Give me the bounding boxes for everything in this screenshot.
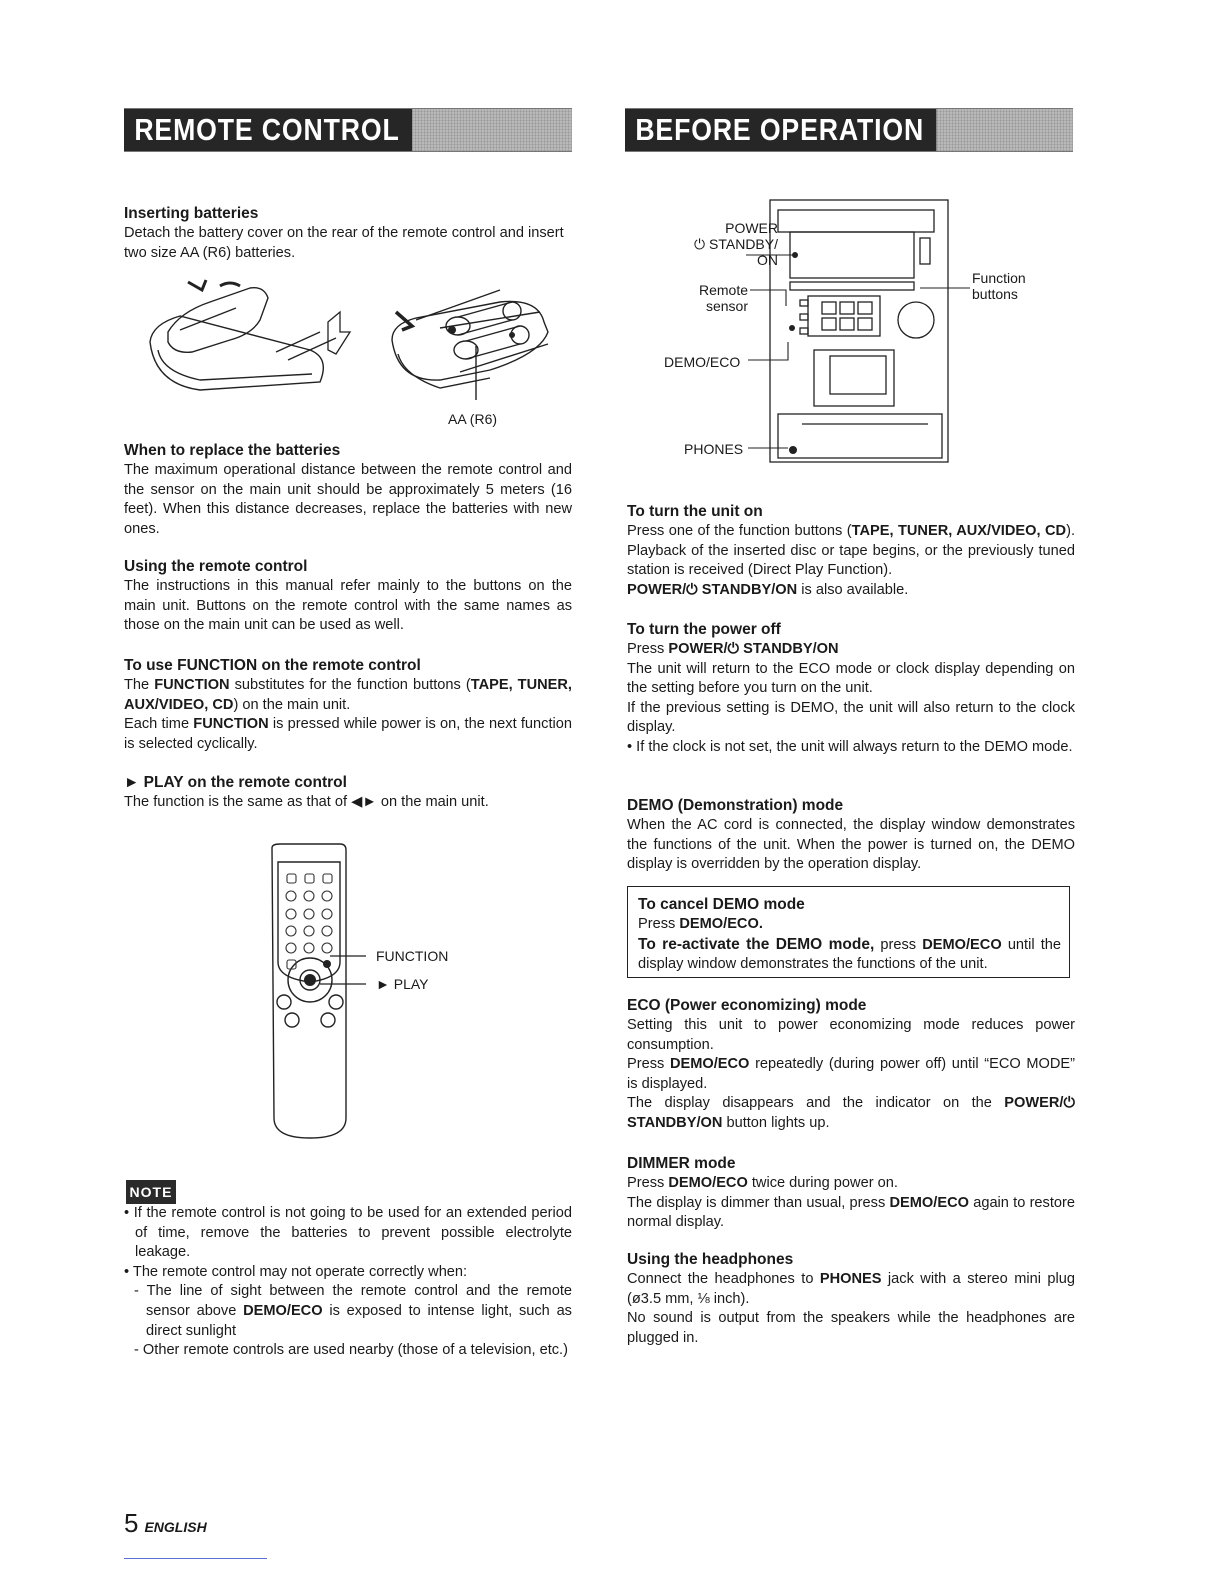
text-reactivate-demo: To re-activate the DEMO mode, press DEMO/ECO until the display window demonstrates the functions of the unit.: [638, 935, 1062, 973]
note-badge: NOTE: [126, 1180, 176, 1204]
text-eco-p2: Press DEMO/ECO repeatedly (during power off) until “ECO MODE” is displayed.: [627, 1056, 1075, 1092]
heading-turn-off: To turn the power off: [627, 621, 781, 638]
heading-inserting-batteries: Inserting batteries: [124, 205, 259, 222]
heading-play-remote: ► PLAY on the remote control: [124, 774, 347, 791]
text-function-p2: Each time FUNCTION is pressed while power is on, the next function is selected cyclically.: [124, 716, 572, 752]
text-inserting-batteries: Detach the battery cover on the rear of the remote control and insert two size AA (R6) batteries.: [124, 225, 564, 261]
label-remote-play: ► PLAY: [376, 976, 429, 992]
note-bullet-1: • If the remote control is not going to be used for an extended period of time, remove the batteries to prevent possible electrolyte leakage.: [124, 1205, 573, 1261]
battery-illustration: [140, 272, 560, 412]
play-icon: ►: [124, 774, 140, 791]
text-play-remote: The function is the same as that of ◀► on the main unit.: [124, 794, 489, 810]
heading-demo-mode: DEMO (Demonstration) mode: [627, 797, 844, 814]
page-footer: [124, 1508, 207, 1542]
page-number: 5: [124, 1508, 139, 1538]
heading-turn-on: To turn the unit on: [627, 503, 763, 520]
text-dimmer-p2: The display is dimmer than usual, press DEMO/ECO again to restore normal display.: [627, 1194, 1075, 1231]
heading-function-remote: To use FUNCTION on the remote control: [124, 657, 421, 674]
section-play-remote: [124, 773, 572, 813]
text-function-p1: The FUNCTION substitutes for the function buttons (TAPE, TUNER, AUX/VIDEO, CD) on the main unit.: [124, 677, 572, 713]
label-power: POWER ⏻ STANDBY/ ON: [694, 220, 778, 268]
section-turn-off: [627, 620, 1075, 758]
text-demo-mode: When the AC cord is connected, the display window demonstrates the functions of the unit. When the power is turned on, the DEMO display is overridden by the operation display.: [627, 817, 1075, 873]
main-unit-illustration: [760, 198, 960, 468]
label-remote-function: FUNCTION: [376, 948, 449, 964]
footer-rule: [124, 1558, 267, 1559]
text-turn-off-bullet: • If the clock is not set, the unit will always return to the DEMO mode.: [627, 738, 1073, 755]
text-headphones-p1: Connect the headphones to PHONES jack with a stereo mini plug (ø3.5 mm, ⅛ inch).: [627, 1271, 1075, 1307]
section-inserting-batteries: [124, 204, 572, 263]
section-demo-mode: [627, 796, 1075, 875]
label-phones: PHONES: [684, 441, 744, 457]
banner-remote-control-title: REMOTE CONTROL: [124, 109, 412, 151]
section-note: [124, 1204, 572, 1361]
text-turn-on: Press one of the function buttons (TAPE, TUNER, AUX/VIDEO, CD). Playback of the inserted disc or tape begins, or the previously tuned station is received (Direct Play Function). POWER/⏻ STANDBY/ON is also available.: [627, 523, 1075, 598]
section-function-remote: [124, 656, 572, 754]
section-dimmer-mode: [627, 1154, 1075, 1233]
heading-cancel-demo: To cancel DEMO mode: [638, 896, 805, 913]
note-dash-2: - Other remote controls are used nearby (those of a television, etc.): [134, 1342, 568, 1359]
remote-control-illustration: [270, 842, 360, 1142]
text-cancel-demo: Press DEMO/ECO.: [638, 916, 763, 932]
text-using-remote: The instructions in this manual refer mainly to the buttons on the main unit. Buttons on the remote control with the same names as those on the main unit can be used as well.: [124, 578, 572, 634]
footer-language: ENGLISH: [144, 1519, 207, 1535]
section-headphones: [627, 1250, 1075, 1348]
banner-remote-control: [124, 108, 572, 152]
text-eco-p3: The display disappears and the indicator on the POWER/⏻ STANDBY/ON button lights up.: [627, 1095, 1075, 1131]
play-pause-icon: ◀►: [351, 794, 377, 810]
power-icon: ⏻: [694, 236, 706, 252]
heading-eco-mode: ECO (Power economizing) mode: [627, 997, 867, 1014]
text-dimmer-p1: Press DEMO/ECO twice during power on.: [627, 1175, 898, 1191]
text-turn-off-p1: The unit will return to the ECO mode or clock display depending on the setting before you turn on the unit.: [627, 660, 1075, 697]
section-eco-mode: [627, 996, 1075, 1134]
label-remote-sensor: Remote sensor: [698, 282, 748, 314]
text-turn-off-p2: If the previous setting is DEMO, the unit will also return to the clock display.: [627, 699, 1075, 736]
banner-before-operation: [625, 108, 1073, 152]
note-bullet-2: • The remote control may not operate correctly when:: [124, 1263, 468, 1280]
label-function-buttons: Function buttons: [972, 270, 1026, 302]
section-using-remote: [124, 557, 572, 636]
section-replace-batteries: [124, 441, 572, 539]
banner-before-operation-title: BEFORE OPERATION: [625, 109, 936, 151]
heading-using-remote: Using the remote control: [124, 558, 308, 575]
text-turn-off-press: Press POWER/⏻ STANDBY/ON: [627, 641, 839, 657]
section-turn-on: [627, 502, 1075, 600]
text-replace-batteries: The maximum operational distance between the remote control and the sensor on the main unit should be approximately 5 meters (16 feet). When this distance decreases, replace the batteries with new ones.: [124, 462, 572, 537]
heading-dimmer-mode: DIMMER mode: [627, 1155, 736, 1172]
label-aa-r6: AA (R6): [448, 411, 498, 427]
label-demo-eco: DEMO/ECO: [664, 354, 741, 370]
heading-replace-batteries: When to replace the batteries: [124, 442, 341, 459]
cancel-demo-box: [627, 886, 1070, 978]
note-dash-1: - The line of sight between the remote control and the remote sensor above DEMO/ECO is exposed to intense light, such as direct sunlight: [134, 1283, 572, 1339]
play-icon: ►: [376, 976, 390, 992]
text-headphones-p2: No sound is output from the speakers while the headphones are plugged in.: [627, 1310, 1075, 1346]
text-eco-p1: Setting this unit to power economizing mode reduces power consumption.: [627, 1017, 1075, 1053]
heading-headphones: Using the headphones: [627, 1251, 794, 1268]
